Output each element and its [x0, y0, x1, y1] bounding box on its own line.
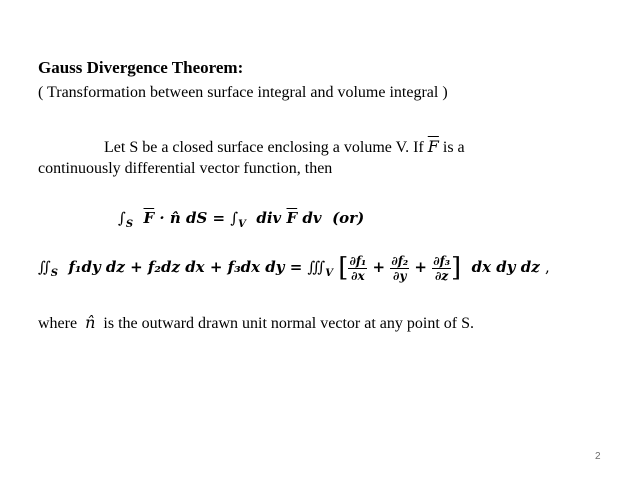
where-clause [38, 313, 474, 333]
integral-sign: ∫ [118, 209, 126, 227]
equation-divergence [118, 209, 364, 230]
plus-2: + [414, 258, 427, 276]
statement-line-2: continuously differential vector function, then [38, 160, 333, 177]
slide-subtitle: ( Transformation between surface integral and volume integral ) [38, 84, 448, 101]
vector-f: $\overline{F}$ [143, 209, 155, 227]
bracket-open: [ [338, 253, 349, 283]
fraction-3-den: ∂z [434, 268, 449, 283]
fraction-2-den: ∂y [393, 268, 407, 283]
statement-line-1 [104, 137, 465, 157]
fraction-2 [390, 254, 409, 283]
double-integral-sign: ∬ [38, 258, 51, 276]
vector-f-2: $\overline{F}$ [286, 209, 298, 227]
integral-subscript-v: V [238, 219, 246, 230]
triple-integral-subscript: V [325, 268, 334, 279]
dv-term: dv [302, 209, 322, 227]
slide-heading: Gauss Divergence Theorem: [38, 58, 244, 77]
div-operator: div [256, 209, 282, 227]
fraction-3-num: ∂f₃ [433, 253, 451, 268]
triple-integral-sign: ∭ [307, 258, 326, 276]
dot-n-ds: · n̂ dS = [159, 209, 226, 227]
fraction-1 [348, 254, 367, 283]
where-rest: is the outward drawn unit normal vector at any point of S. [103, 315, 474, 332]
or-text: (or) [332, 209, 365, 227]
integral-sign-2: ∫ [230, 209, 239, 227]
where-prefix: where [38, 315, 78, 332]
page-number: 2 [595, 451, 601, 462]
fraction-3 [432, 254, 451, 283]
unit-normal-symbol: n̂ [85, 313, 96, 332]
statement-text: Let S be a closed surface enclosing a volume V. If [104, 139, 424, 156]
fraction-1-den: ∂x [351, 268, 365, 283]
rhs-differentials: dx dy dz [471, 258, 540, 276]
trailing-comma: , [544, 258, 550, 276]
double-integral-subscript: S [50, 268, 59, 279]
equation-component-form [38, 253, 550, 283]
bracket-close: ] [451, 253, 462, 283]
lhs-expression: f₁dy dz + f₂dz dx + f₃dx dy = [68, 258, 303, 276]
integral-subscript-s: S [125, 219, 134, 230]
vector-f-symbol: $\overline{F}$ [427, 137, 439, 156]
plus-1: + [372, 258, 386, 276]
fraction-2-num: ∂f₂ [391, 253, 409, 268]
statement-text-end: is a [442, 139, 465, 156]
fraction-1-num: ∂f₁ [349, 253, 367, 268]
